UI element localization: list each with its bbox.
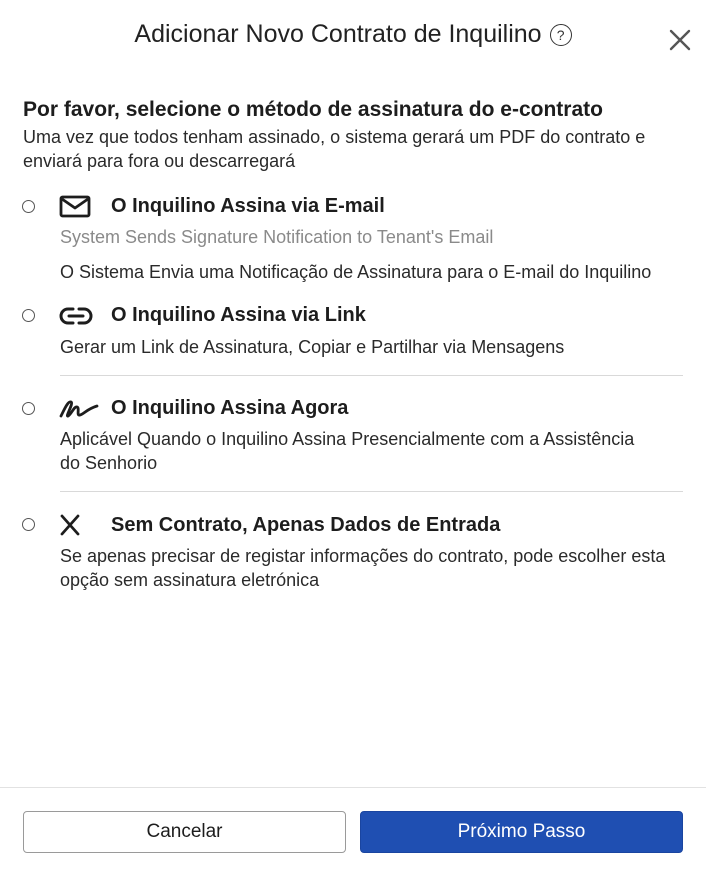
radio-sign-via-link[interactable] — [22, 309, 35, 322]
x-icon — [59, 513, 91, 539]
section-description: Uma vez que todos tenham assinado, o sistema gerará um PDF do contrato e enviará para fora ou descarregará — [23, 127, 646, 171]
radio-no-contract[interactable] — [22, 518, 35, 531]
close-icon — [668, 28, 692, 52]
option-description: Se apenas precisar de registar informações do contrato, pode escolher esta opção sem assinatura eletrónica — [60, 546, 666, 590]
envelope-icon — [59, 194, 91, 220]
help-icon[interactable]: ? — [550, 24, 572, 46]
radio-sign-via-email[interactable] — [22, 200, 35, 213]
option-title: O Inquilino Assina via Link — [111, 304, 366, 326]
divider — [60, 375, 683, 376]
radio-sign-now[interactable] — [22, 402, 35, 415]
close-button[interactable] — [668, 28, 692, 52]
next-step-button[interactable]: Próximo Passo — [360, 811, 683, 853]
dialog-header — [0, 20, 706, 49]
footer-divider — [0, 787, 706, 788]
dialog-title: Adicionar Novo Contrato de Inquilino — [134, 20, 542, 48]
option-description: Gerar um Link de Assinatura, Copiar e Partilhar via Mensagens — [60, 337, 565, 357]
option-description: Aplicável Quando o Inquilino Assina Presencialmente com a Assistência do Senhorio — [60, 429, 635, 473]
option-title: O Inquilino Assina Agora — [111, 397, 349, 419]
option-title: Sem Contrato, Apenas Dados de Entrada — [111, 514, 501, 536]
option-description: O Sistema Envia uma Notificação de Assinatura para o E-mail do Inquilino — [60, 262, 652, 282]
link-icon — [59, 303, 91, 329]
cancel-button[interactable]: Cancelar — [23, 811, 346, 853]
option-subtitle: System Sends Signature Notification to Tenant's Email — [60, 227, 494, 247]
divider — [60, 491, 683, 492]
option-title: O Inquilino Assina via E-mail — [111, 195, 385, 217]
signature-icon — [59, 395, 91, 421]
section-heading: Por favor, selecione o método de assinatura do e-contrato — [23, 98, 603, 121]
